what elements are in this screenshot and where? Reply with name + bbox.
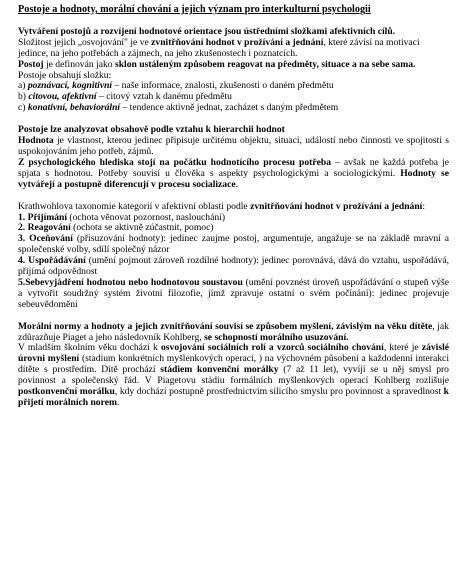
text: , které závisí na motivaci jedince, na jeho potřebách a zájmech, na jeho zkušenostech i poznatcích. [18,36,420,59]
list-item [18,278,449,311]
text: – avšak ne každá potřeba je spjata s hodnotou. Potřeby souvisí u člověka s aspekty psychologickými a sociologickými. [18,156,449,179]
text: Složitost jejich „osvojování" je ve [18,36,152,48]
emphasis: se schopností morálního usuzování. [204,331,349,343]
text: – tendence aktivně jednat, zacházet s daným předmětem [120,102,339,114]
term: Oceňování [29,233,73,245]
list-marker: c) [18,102,28,114]
list-marker: b) [18,91,29,103]
paragraph [18,60,449,71]
text: – citový vztah k danému předmětu [96,91,232,103]
list-marker: 4. [18,255,29,267]
term: Postoj [18,58,44,70]
list-marker: 3. [18,233,30,245]
section-heading: Vytváření postojů a rozvíjení hodnotové orientace jsou ústředními složkami afektivních cílů. [18,25,396,37]
text: , které je [383,342,422,354]
emphasis: postkonvenční morálku [18,386,115,398]
text: . [235,178,239,190]
text: : [422,200,426,212]
text: . [116,397,120,408]
section-attitudes [18,27,449,114]
text: (ochota se aktivně zúčastnit, pomoc) [70,222,214,234]
term: Hodnota [18,135,54,147]
text: , kdy dochází postupně prostřednictvím silicího smyslu pro povinnost a spravedlnost [114,386,444,398]
text: V mladším školním věku dochází k [18,342,161,354]
text: Krathwohlova taxonomie kategorií v afektivní oblasti podle [18,200,251,212]
text: , jak zdůrazňuje Piaget a jeho následovník Kohlberg, [18,320,449,343]
list-marker: a) [18,80,28,92]
paragraph [18,38,449,60]
emphasis: stádiem konvenční morálky [160,364,279,376]
term: Reagování [27,222,71,234]
list-item [18,256,449,278]
document-title: Postoje a hodnoty, morální chování a jejich význam pro interkulturní psychologii [18,4,371,15]
emphasis: sklon ustáleným způsobem reagovat na předměty, situace a na sebe sama. [114,58,416,70]
list-marker: 1. [18,211,28,223]
term: konativní, behaviorální [27,102,121,114]
list-item [18,103,449,114]
section-heading [18,322,449,344]
emphasis: osvojování sociálních rolí a vzorců sociálního chování [161,342,384,354]
emphasis: Hodnoty se vytvářejí a postupně diferencují v procesu socializace [18,167,450,190]
emphasis: Z psychologického hlediska stojí na počátku hodnotícího procesu potřeba [18,156,332,168]
text: (umění pojmout zároveň rozdílné hodnoty): jedinec porovnává, dává do vztahu, uspořádává, přijímá odpovědnost [18,255,449,278]
paragraph [18,158,449,191]
paragraph [18,343,449,408]
section-moral-norms [18,322,449,409]
text: (stadium konkrétních myšlenkových operací, ) na výchovném působení a každodenní interakci dítěte s prostředím. Dítě prochází [18,353,449,376]
emphasis: k přijetí morálních norem [18,386,449,408]
term: poznávací, kognitivní [27,80,113,92]
paragraph: Postoje obsahují složku: [18,69,112,81]
text: (přisuzování hodnoty): jedinec zaujme postoj, argumentuje, angažuje se na základě mravní a společenské volby, sdílí společný názor [18,233,449,256]
text: (umění povznést úroveň uspořádávání o stupeň výše a vytvořit soudržný systém životní filozofie, jímž zpravuje ostatní o svém počínání): jedinec projevuje sebeuvědomění [18,276,449,310]
section-values [18,125,449,190]
emphasis: závislé úrovni myšlení [18,342,449,365]
text: (ochota věnovat pozornost, naslouchání) [67,211,226,223]
text: – naše informace, znalosti, zkušenosti o daném předmětu [112,80,334,92]
section-taxonomy [18,202,449,311]
list-item [18,234,449,256]
term: Sebevyjádření hodnotou nebo hodnotovou soustavou [25,276,243,288]
section-heading: Postoje lze analyzovat obsahově podle vztahu k hierarchii hodnot [18,124,285,136]
emphasis: Morální normy a hodnoty a jejich zvnitřňování souvisí se způsobem myšlení, závislým na věku dítěte [18,320,433,332]
emphasis: zvnitřňování hodnot v prožívání a jednání [250,200,423,212]
text: (7 až 11 let), vyvíjí se u něj smysl pro povinnost a společenský řád. V Piagetovu stádiu formálních myšlenkových operací Kohlberg rozlišuje [18,364,449,387]
term: Uspořádávání [28,255,86,267]
term: citovou, afektivní [28,91,97,103]
list-marker: 5. [18,276,26,288]
list-marker: 2. [18,222,28,234]
paragraph [18,136,449,158]
emphasis: zvnitřňování hodnot v prožívání a jednání [151,36,324,48]
text: je definován jako [43,58,115,70]
term: Přijímání [27,211,68,223]
text: je vlastnost, kterou jedinec připisuje určitému objektu, situaci, událostí nebo činnosti ve spojitosti s uspokojováním jeho potřeb, zájmů. [18,135,449,157]
